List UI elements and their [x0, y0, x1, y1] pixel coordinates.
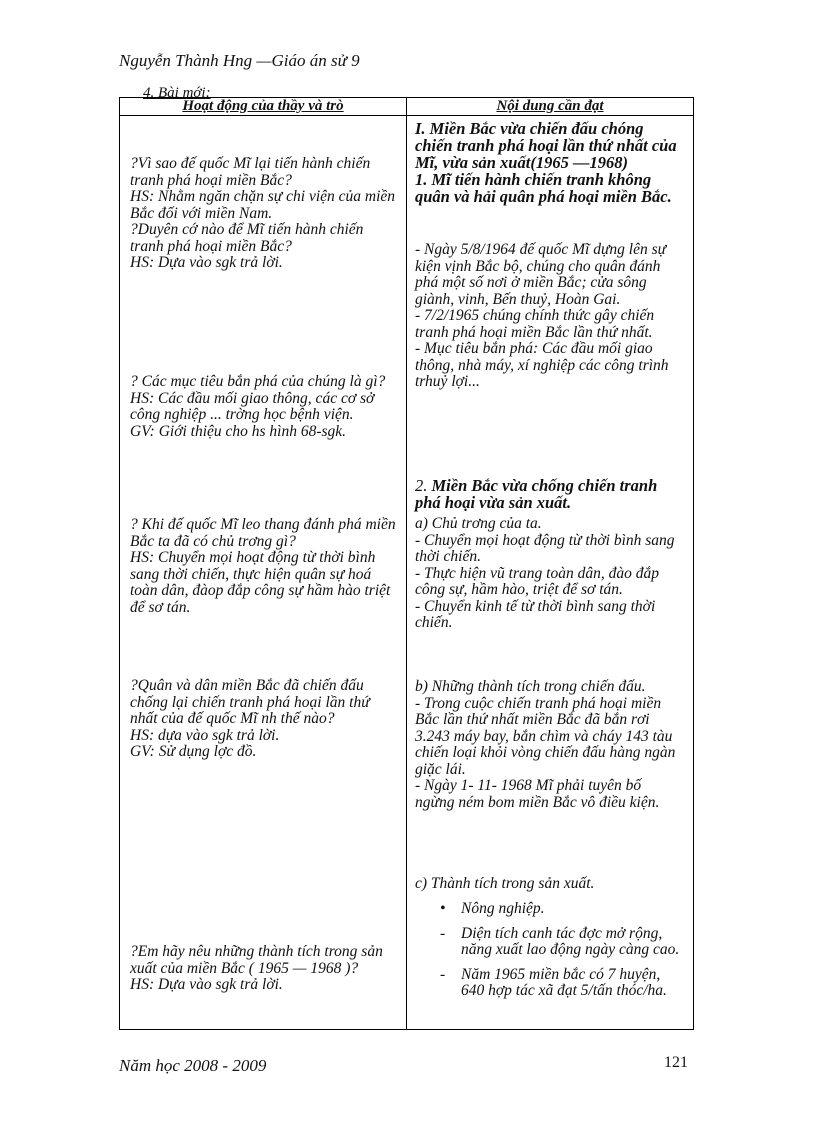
list-item-text: Diện tích canh tác đợc mở rộng, năng xuất lao động ngày càng cao.	[461, 924, 680, 958]
dash-icon: -	[440, 965, 446, 983]
list-item-text: Năm 1965 miền bắc có 7 huyện, 640 hợp tác xã đạt 5/tấn thóc/ha.	[461, 965, 667, 999]
list-item-text: Nông nghiệp.	[461, 900, 545, 917]
table-body-row	[120, 116, 694, 1030]
list-item	[415, 901, 683, 918]
section-label: 4. Bài mới:	[143, 85, 211, 101]
right-column-header: Nội dung cần đạt	[407, 98, 694, 116]
question-block: ?Em hãy nêu những thành tích trong sản xuất của miền Bắc ( 1965 — 1968 )? HS: Dựa vào sgk trả lời.	[130, 943, 383, 993]
question-block: ? Khi đế quốc Mĩ leo thang đánh phá miền Bắc ta đã có chủ trơng gì? HS: Chuyển mọi hoạt động từ thời bình sang thời chiến, thực hiện quân sự hoá toàn dân, đàop đắp công sự hầm hào triệt để sơ tán.	[130, 516, 396, 616]
teacher-student-activity-cell	[120, 116, 407, 1030]
bullet-list	[415, 901, 683, 1008]
page-header: Nguyễn Thành Hng —Giáo án sử 9	[119, 51, 360, 70]
content-block: a) Chủ trơng của ta. - Chuyển mọi hoạt động từ thời bình sang thời chiến. - Thực hiện vũ trang toàn dân, đào đắp công sự, hầm hào, triệt để sơ tán. - Chuyển kinh tế từ thời bình sang thời chiến.	[415, 515, 675, 631]
section-heading	[415, 477, 683, 511]
content-cell	[407, 116, 694, 1030]
page-number: 121	[664, 1054, 688, 1071]
lesson-table	[119, 97, 694, 1030]
bullet-icon: •	[440, 900, 446, 917]
heading-number: 2.	[415, 476, 432, 495]
question-block: ? Các mục tiêu bắn phá của chúng là gì? HS: Các đầu mối giao thông, các cơ sở công nghiệp ... trờng học bệnh viện. GV: Giới thiệu cho hs hình 68-sgk.	[130, 373, 386, 440]
question-block: ?Quân và dân miền Bắc đã chiến đấu chống lại chiến tranh phá hoại lần thứ nhất của đế quốc Mĩ nh thế nào? HS: dựa vào sgk trả lời. GV: Sử dụng lợc đồ.	[130, 677, 370, 760]
left-column-header: Hoạt động của thầy và trò	[120, 98, 407, 116]
list-item	[415, 926, 683, 959]
school-year: Năm học 2008 - 2009	[119, 1056, 267, 1075]
heading-text: Miền Bắc vừa chống chiến tranh phá hoại vừa sản xuất.	[415, 476, 658, 512]
content-block: b) Những thành tích trong chiến đấu. - Trong cuộc chiến tranh phá hoại miền Bắc lần thứ nhất miền Bắc đã bắn rơi 3.243 máy bay, bắn chìm và cháy 143 tàu chiến loại khỏi vòng chiến đấu hàng ngàn giặc lái. - Ngày 1- 11- 1968 Mĩ phải tuyên bố ngừng ném bom miền Bắc vô điều kiện.	[415, 678, 676, 811]
section-heading: I. Miền Bắc vừa chiến đấu chóng chiến tranh phá hoại lần thứ nhất của Mĩ, vừa sản xuất(1965 —1968) 1. Mĩ tiến hành chiến tranh không quân và hải quân phá hoại miền Bắc.	[415, 119, 677, 206]
list-item	[415, 967, 683, 1000]
content-block: - Ngày 5/8/1964 đế quốc Mĩ dựng lên sự kiện vịnh Bắc bộ, chúng cho quân đánh phá một số nơi ở miền Bắc; cửa sông giành, vinh, Bến thuỷ, Hoàn Gai. - 7/2/1965 chúng chính thức gây chiến tranh phá hoại miền Bắc lần thứ nhất. - Mục tiêu bắn phá: Các đầu mối giao thông, nhà máy, xí nghiệp các công trình trhuỷ lợi...	[415, 241, 669, 390]
table-header-row	[120, 98, 694, 116]
dash-icon: -	[440, 924, 446, 942]
question-block: ?Vì sao đế quốc Mĩ lại tiến hành chiến tranh phá hoại miền Bắc? HS: Nhằm ngăn chặn sự chi viện của miền Bắc đối với miền Nam. ?Duyên cớ nào để Mĩ tiến hành chiến tranh phá hoại miền Bắc? HS: Dựa vào sgk trả lời.	[130, 155, 396, 271]
content-block: c) Thành tích trong sản xuất.	[415, 875, 595, 892]
